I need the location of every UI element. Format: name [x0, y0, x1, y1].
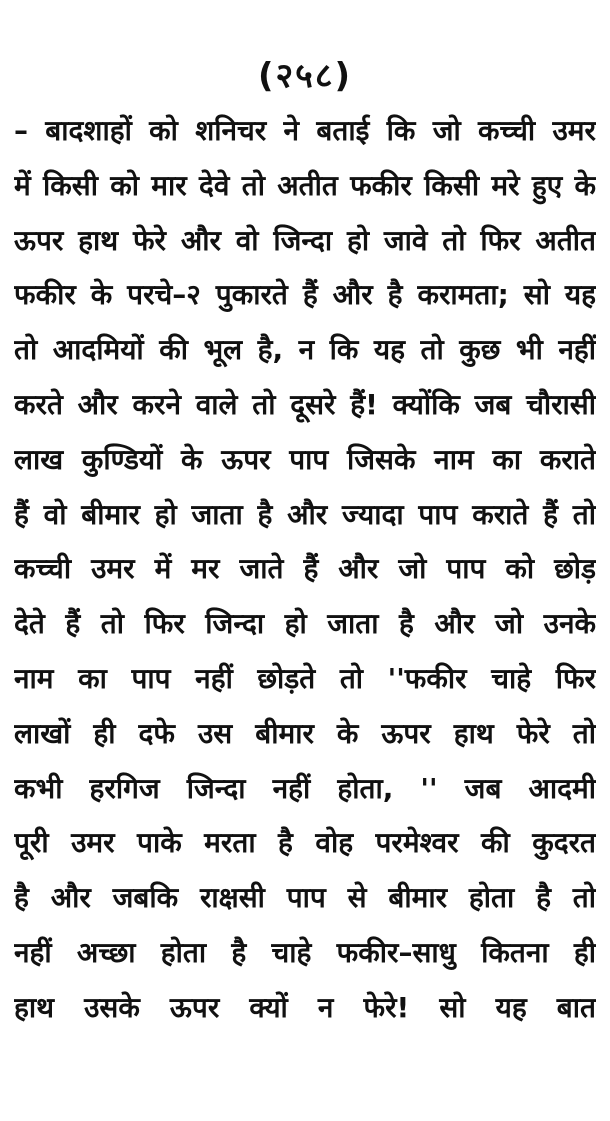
text-line-13: कभी हरगिज जिन्दा नहीं होता, '' जब आदमी: [14, 771, 596, 805]
text-line-8: हैं वो बीमार हो जाता है और ज्यादा पाप कराते हैं तो: [14, 497, 596, 531]
text-line-10: देते हैं तो फिर जिन्दा हो जाता है और जो उनके: [14, 607, 596, 641]
text-line-2: में किसी को मार देवे तो अतीत फकीर किसी मरे हुए के: [14, 168, 596, 202]
text-line-7: लाख कुण्डियों के ऊपर पाप जिसके नाम का कराते: [14, 442, 596, 476]
text-line-6: करते और करने वाले तो दूसरे हैं! क्योंकि जब चौरासी: [14, 387, 596, 421]
text-line-3: ऊपर हाथ फेरे और वो जिन्दा हो जावे तो फिर अतीत: [14, 223, 596, 257]
text-line-12: लाखों ही दफे उस बीमार के ऊपर हाथ फेरे तो: [14, 716, 596, 750]
text-line-11: नाम का पाप नहीं छोड़ते तो ''फकीर चाहे फिर: [14, 661, 596, 695]
text-line-16: नहीं अच्छा होता है चाहे फकीर–साधु कितना ही: [14, 935, 596, 969]
body-text: [14, 104, 596, 1036]
text-line-9: कच्ची उमर में मर जाते हैं और जो पाप को छोड़: [14, 552, 596, 586]
text-line-4: फकीर के परचे–२ पुकारते हैं और है करामता; सो यह: [14, 278, 596, 312]
text-line-17: हाथ उसके ऊपर क्यों न फेरे! सो यह बात: [14, 990, 596, 1024]
text-line-14: पूरी उमर पाके मरता है वोह परमेश्वर की कुदरत: [14, 826, 596, 860]
text-line-5: तो आदमियों की भूल है, न कि यह तो कुछ भी नहीं: [14, 333, 596, 367]
text-line-15: है और जबकि राक्षसी पाप से बीमार होता है तो: [14, 881, 596, 915]
text-line-1: – बादशाहों को शनिचर ने बताई कि जो कच्ची उमर: [14, 114, 596, 147]
page-number: (२५८): [257, 56, 353, 96]
